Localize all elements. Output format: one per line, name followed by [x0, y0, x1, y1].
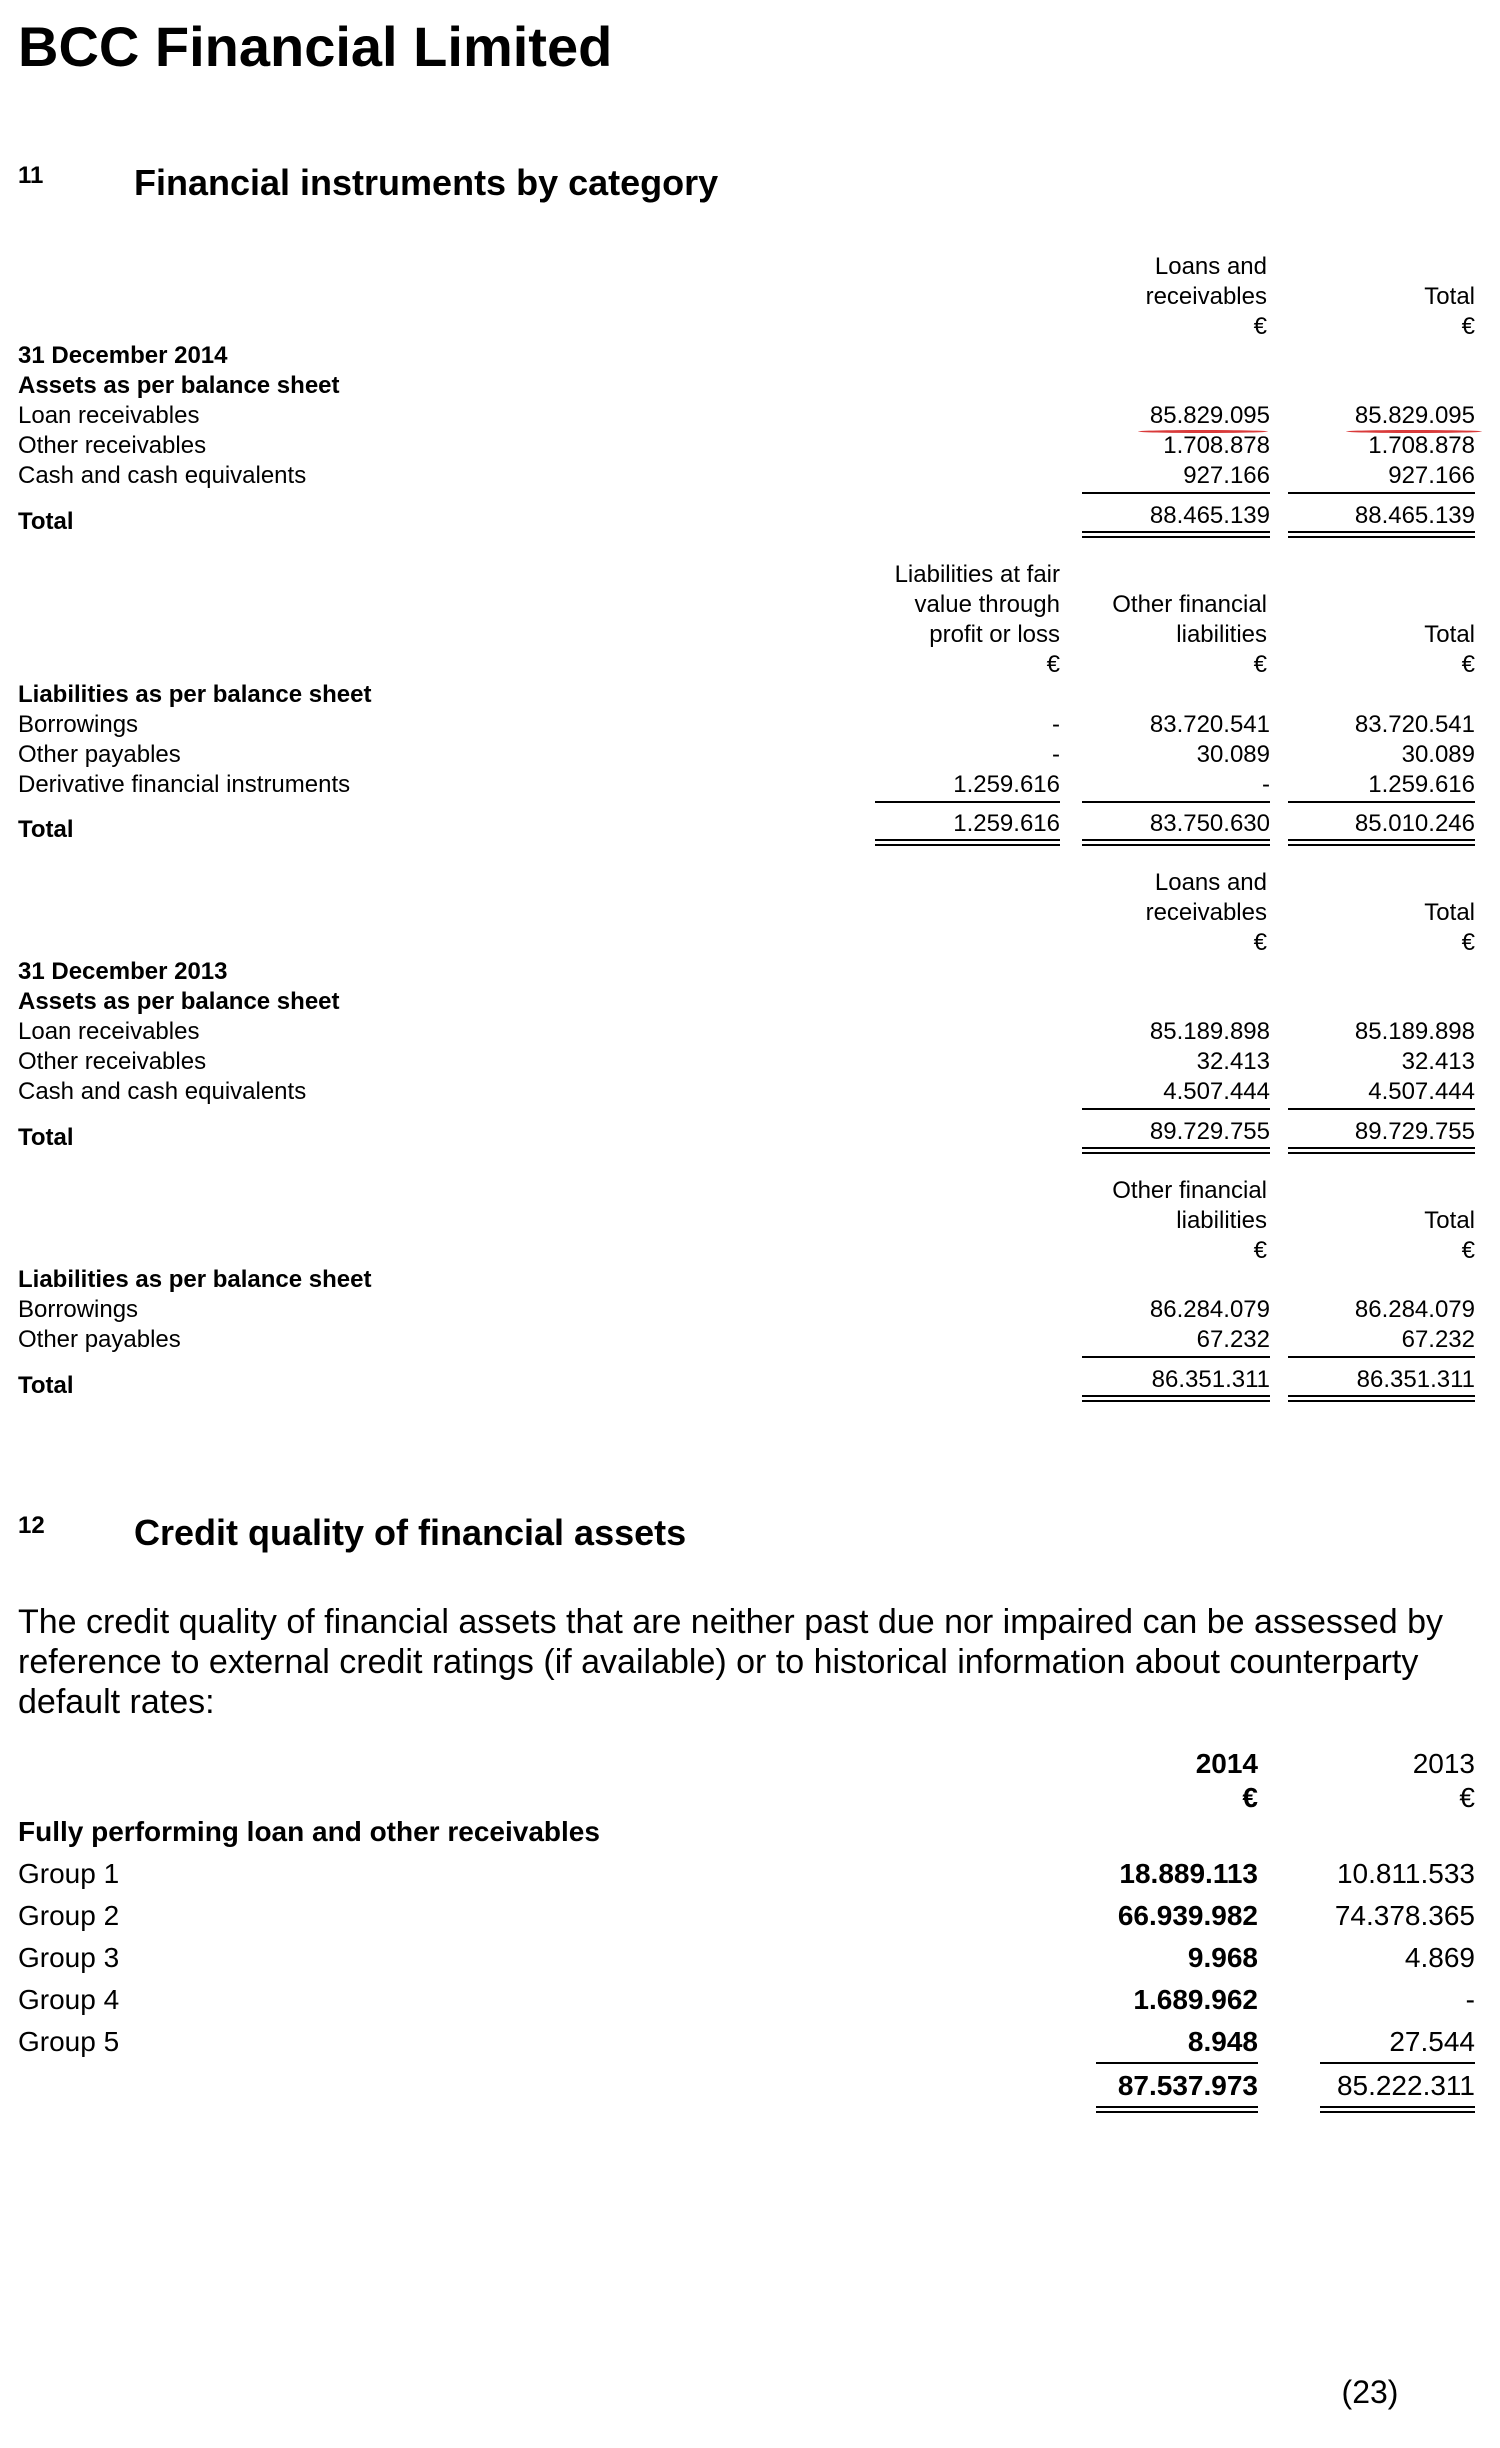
rule — [1288, 1108, 1475, 1110]
cell-value: 1.259.616 — [1368, 771, 1475, 798]
total-label: Total — [18, 816, 74, 843]
cell-value: 1.708.878 — [1163, 432, 1270, 459]
header-other-fin-liab-2014 — [1060, 590, 1267, 680]
row-label: Loan receivables — [18, 1018, 200, 1045]
liab-heading-2013: Liabilities as per balance sheet — [18, 1266, 372, 1293]
total-value: 83.750.630 — [1149, 810, 1270, 837]
header-line: Total — [1424, 899, 1475, 926]
cell-value: 927.166 — [1388, 462, 1475, 489]
double-rule — [1082, 839, 1270, 846]
row-label: Cash and cash equivalents — [18, 1078, 307, 1105]
header-line: Total — [1424, 1207, 1475, 1234]
value-2013: 27.544 — [1389, 2026, 1475, 2057]
rule — [1320, 2062, 1475, 2064]
header-fvtpl-2014 — [840, 560, 1060, 680]
cell-value: 1.259.616 — [953, 771, 1060, 798]
currency-symbol: € — [1242, 1782, 1258, 1813]
currency-symbol: € — [1253, 929, 1267, 956]
section-12-heading — [18, 1512, 918, 1556]
header-other-fin-liab-2013 — [1060, 1176, 1267, 1266]
header-line: Total — [1424, 621, 1475, 648]
total-value: 89.729.755 — [1149, 1118, 1270, 1145]
header-total-2013 — [1270, 898, 1475, 958]
rule — [875, 801, 1060, 803]
row-label: Other receivables — [18, 1048, 207, 1075]
total-value: 89.729.755 — [1354, 1118, 1475, 1145]
cell-value: 30.089 — [1196, 741, 1270, 768]
header-line: receivables — [1145, 283, 1267, 310]
value-2013: 10.811.533 — [1336, 1858, 1475, 1889]
total-label: Total — [18, 1372, 74, 1399]
header-loans-receivables-2014 — [1060, 252, 1267, 342]
header-line: Loans and — [1154, 869, 1267, 896]
row-label: Borrowings — [18, 711, 139, 738]
group-label: Group 5 — [18, 2026, 120, 2057]
rule — [1082, 1108, 1270, 1110]
rule — [1288, 801, 1475, 803]
cell-value: 85.189.898 — [1354, 1018, 1475, 1045]
row-label: Other payables — [18, 741, 181, 768]
rule — [1288, 1356, 1475, 1358]
credit-quality-paragraph: The credit quality of financial assets that are neither past due nor impaired can be assessed by reference to external credit ratings (if available) or to historical information about counterparty default rates: — [18, 1603, 1444, 1721]
header-line: value through — [914, 591, 1060, 618]
value-2013: 4.869 — [1404, 1942, 1475, 1973]
currency-symbol: € — [1461, 929, 1475, 956]
section-number: 11 — [18, 162, 44, 189]
group-label: Group 3 — [18, 1942, 120, 1973]
total-2014: 87.537.973 — [1117, 2070, 1258, 2101]
header-line: Other financial — [1112, 591, 1267, 618]
page-number: (23) — [1341, 2374, 1399, 2410]
header-line: receivables — [1145, 899, 1267, 926]
cell-value: - — [1262, 771, 1270, 798]
header-line: liabilities — [1176, 1207, 1267, 1234]
double-rule — [1320, 2106, 1475, 2113]
header-total-liab-2013 — [1270, 1206, 1475, 1266]
currency-symbol: € — [1461, 1237, 1475, 1264]
header-line: profit or loss — [929, 621, 1060, 648]
currency-symbol: € — [1046, 651, 1060, 678]
value-2014: 18.889.113 — [1119, 1858, 1258, 1889]
rule — [1082, 1356, 1270, 1358]
total-value: 85.010.246 — [1354, 810, 1475, 837]
cell-value: 83.720.541 — [1149, 711, 1270, 738]
header-line: Total — [1424, 283, 1475, 310]
cell-value: 32.413 — [1401, 1048, 1475, 1075]
date-2014: 31 December 2014 — [18, 342, 228, 369]
group-label: Group 1 — [18, 1858, 120, 1889]
row-label: Other payables — [18, 1326, 181, 1353]
total-label: Total — [18, 1124, 74, 1151]
currency-symbol: € — [1253, 313, 1267, 340]
group-label: Group 2 — [18, 1900, 120, 1931]
double-rule — [1288, 1147, 1475, 1154]
cell-value: 85.829.095 — [1149, 402, 1270, 429]
value-2014: 66.939.982 — [1117, 1900, 1258, 1931]
cell-value: 83.720.541 — [1354, 711, 1475, 738]
cell-value: 85.829.095 — [1354, 402, 1475, 429]
currency-symbol: € — [1253, 651, 1267, 678]
value-2013: - — [1465, 1984, 1475, 2015]
cell-value: 67.232 — [1196, 1326, 1270, 1353]
section-title: Credit quality of financial assets — [134, 1512, 687, 1553]
cell-value: - — [1052, 741, 1060, 768]
double-rule — [1082, 1395, 1270, 1402]
cell-value: 86.284.079 — [1149, 1296, 1270, 1323]
rule — [1096, 2062, 1258, 2064]
currency-symbol: € — [1461, 313, 1475, 340]
double-rule — [1288, 531, 1475, 538]
cell-value: 67.232 — [1401, 1326, 1475, 1353]
cell-value: 1.708.878 — [1368, 432, 1475, 459]
row-label: Loan receivables — [18, 402, 200, 429]
currency-symbol: € — [1459, 1782, 1475, 1813]
total-2013: 85.222.311 — [1336, 2070, 1475, 2101]
section-number: 12 — [18, 1512, 45, 1539]
double-rule — [875, 839, 1060, 846]
header-total-2014 — [1270, 282, 1475, 342]
value-2014: 9.968 — [1187, 1942, 1258, 1973]
currency-symbol: € — [1253, 1237, 1267, 1264]
cell-value: 86.284.079 — [1354, 1296, 1475, 1323]
cell-value: 4.507.444 — [1368, 1078, 1475, 1105]
col-header-2014: 2014 — [1195, 1748, 1258, 1779]
total-value: 1.259.616 — [953, 810, 1060, 837]
header-line: liabilities — [1176, 621, 1267, 648]
section-title: Financial instruments by category — [134, 162, 719, 203]
cell-value: 4.507.444 — [1163, 1078, 1270, 1105]
date-2013: 31 December 2013 — [18, 958, 228, 985]
rule — [1082, 492, 1270, 494]
header-loans-receivables-2013 — [1060, 868, 1267, 958]
total-value: 86.351.311 — [1356, 1366, 1475, 1393]
cell-value: 85.189.898 — [1149, 1018, 1270, 1045]
row-label: Borrowings — [18, 1296, 139, 1323]
fully-performing-heading: Fully performing loan and other receivables — [18, 1816, 600, 1847]
double-rule — [1096, 2106, 1258, 2113]
header-total-liab-2014 — [1270, 620, 1475, 680]
double-rule — [1288, 1395, 1475, 1402]
value-2014: 1.689.962 — [1133, 1984, 1258, 2015]
cell-value: 30.089 — [1401, 741, 1475, 768]
currency-symbol: € — [1461, 651, 1475, 678]
total-value: 86.351.311 — [1151, 1366, 1270, 1393]
assets-heading-2014: Assets as per balance sheet — [18, 372, 340, 399]
total-label: Total — [18, 508, 74, 535]
cell-value: - — [1052, 711, 1060, 738]
header-line: Other financial — [1112, 1177, 1267, 1204]
section-11-heading — [18, 162, 918, 206]
total-value: 88.465.139 — [1354, 502, 1475, 529]
row-label: Derivative financial instruments — [18, 771, 351, 798]
row-label: Cash and cash equivalents — [18, 462, 307, 489]
total-value: 88.465.139 — [1149, 502, 1270, 529]
cell-value: 927.166 — [1183, 462, 1270, 489]
col-header-2013: 2013 — [1412, 1748, 1475, 1779]
cell-value: 32.413 — [1196, 1048, 1270, 1075]
row-label: Other receivables — [18, 432, 207, 459]
double-rule — [1082, 531, 1270, 538]
group-label: Group 4 — [18, 1984, 120, 2015]
double-rule — [1082, 1147, 1270, 1154]
value-2014: 8.948 — [1187, 2026, 1258, 2057]
rule — [1288, 492, 1475, 494]
value-2013: 74.378.365 — [1334, 1900, 1475, 1931]
assets-heading-2013: Assets as per balance sheet — [18, 988, 340, 1015]
company-title: BCC Financial Limited — [18, 15, 613, 78]
rule — [1082, 801, 1270, 803]
header-line: Liabilities at fair — [894, 561, 1060, 588]
header-line: Loans and — [1154, 253, 1267, 280]
double-rule — [1288, 839, 1475, 846]
liab-heading-2014: Liabilities as per balance sheet — [18, 681, 372, 708]
